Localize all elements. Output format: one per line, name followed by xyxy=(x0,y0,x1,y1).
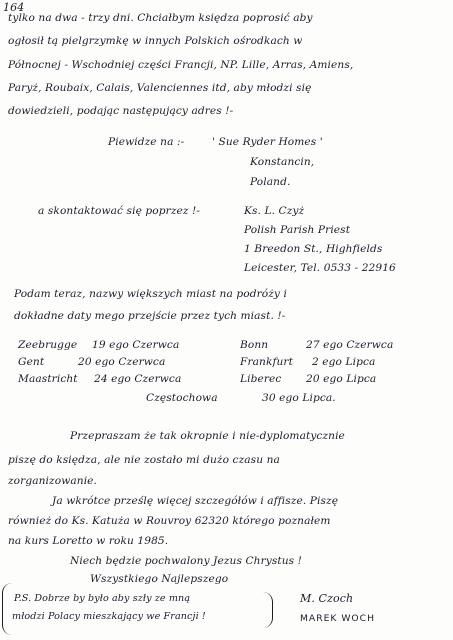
itinerary-left-date-1: 19 ego Czerwca xyxy=(92,339,180,351)
paragraph4-line3: na kurs Loretto w roku 1985. xyxy=(8,535,169,547)
itinerary-right-city-3: Liberec xyxy=(240,373,282,385)
paragraph3-line2: piszę do księdza, ale nie zostało mi dużo czasu na xyxy=(8,454,280,466)
address1-line2: Konstancin, xyxy=(250,156,315,168)
itinerary-left-date-2: 20 ego Czerwca xyxy=(78,356,166,368)
paragraph4-line1: Ja wkrótce prześlę więcej szczegółów i affisze. Piszę xyxy=(52,495,339,507)
itinerary-right-date-3: 20 ego Lipca xyxy=(306,373,377,385)
itinerary-right-city-1: Bonn xyxy=(240,339,269,351)
closing-blessing: Niech będzie pochwalony Jezus Chrystus ! xyxy=(70,555,303,567)
address1-line3: Poland. xyxy=(250,176,291,188)
itinerary-right-city-2: Frankfurt xyxy=(240,356,293,368)
signature-printed-name: MAREK WOCH xyxy=(300,613,375,624)
address1-line1: ' Sue Ryder Homes ' xyxy=(212,136,323,148)
itinerary-left-city-2: Gent xyxy=(18,356,45,368)
paragraph1-line4: Paryż, Roubaix, Calais, Valenciennes itd, aby młodzi się xyxy=(8,82,312,94)
itinerary-final-city: Częstochowa xyxy=(146,392,218,404)
itinerary-right-date-2: 2 ego Lipca xyxy=(312,356,376,368)
itinerary-left-date-3: 24 ego Czerwca xyxy=(94,373,182,385)
postscript-line1: P.S. Dobrze by było aby szły ze mną xyxy=(14,593,191,604)
signature: M. Czoch xyxy=(300,592,354,605)
paragraph3-line3: zorganizowanie. xyxy=(8,475,98,487)
paragraph1-line5: dowiedzieli, podając następujący adres !- xyxy=(8,105,234,117)
postscript-bracket-right xyxy=(262,592,273,628)
paragraph4-line2: również do Ks. Katuża w Rouvroy 62320 którego poznałem xyxy=(8,515,331,527)
paragraph3-line1: Przepraszam że tak okropnie i nie-dyplomatycznie xyxy=(70,430,345,442)
paragraph1-line1: tylko na dwa - trzy dni. Chciałbym księdza poprosić aby xyxy=(8,12,313,24)
contact-label: a skontaktować się poprzez !- xyxy=(38,205,201,217)
contact-line2: Polish Parish Priest xyxy=(244,224,351,236)
contact-line4: Leicester, Tel. 0533 - 22916 xyxy=(244,262,396,274)
postscript-bracket-left xyxy=(2,583,15,635)
contact-line1: Ks. L. Czyż xyxy=(244,205,305,217)
itinerary-left-city-1: Zeebrugge xyxy=(18,339,78,351)
address1-label: Piewidze na :- xyxy=(108,136,185,148)
itinerary-left-city-3: Maastricht xyxy=(18,373,78,385)
contact-line3: 1 Breedon St., Highfields xyxy=(244,243,383,255)
postscript-line2: młodzi Polacy mieszkający we Francji ! xyxy=(12,611,206,622)
paragraph2-line2: dokładne daty mego przejście przez tych miast. !- xyxy=(14,310,286,322)
itinerary-right-date-1: 27 ego Czerwca xyxy=(306,339,394,351)
paragraph2-line1: Podam teraz, nazwy większych miast na podróży i xyxy=(14,288,287,300)
page-number: 164 xyxy=(3,1,25,14)
paragraph1-line3: Północnej - Wschodniej części Francji, NP. Lille, Arras, Amiens, xyxy=(8,59,354,71)
itinerary-final-date: 30 ego Lipca. xyxy=(262,392,336,404)
paragraph1-line2: ogłosił tą pielgrzymkę w innych Polskich ośrodkach w xyxy=(8,35,303,47)
closing-regards: Wszystkiego Najlepszego xyxy=(90,573,229,585)
